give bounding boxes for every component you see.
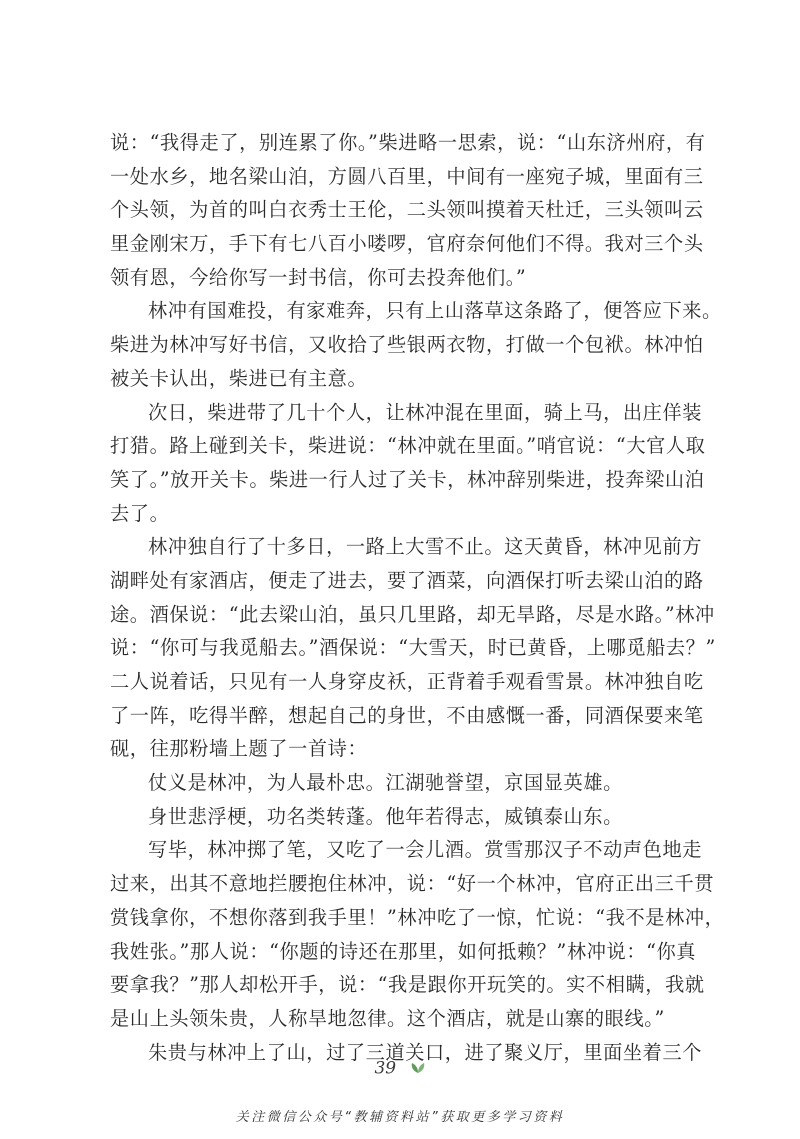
- page-number-text: 39: [374, 1058, 397, 1079]
- text-line: 打猎。路上碰到关卡，柴进说：“林冲就在里面。”哨官说：“大官人取: [110, 434, 706, 458]
- text-line: 次日，柴进带了几十个人，让林冲混在里面，骑上马，出庄佯装: [148, 400, 703, 424]
- page-number: [0, 1058, 800, 1079]
- text-line: 过来，出其不意地拦腰抱住林冲，说：“好一个林冲，官府正出三千贯: [110, 872, 715, 896]
- text-line: 了一阵，吃得半醉，想起自己的身世，不由感慨一番，同酒保要来笔: [110, 703, 704, 727]
- poem-line: 仗义是林冲，为人最朴忠。江湖驰誉望，京国显英雄。: [148, 771, 623, 795]
- text-line: 是山上头领朱贵，人称旱地忽律。这个酒店，就是山寨的眼线。”: [110, 1006, 665, 1030]
- text-line: 砚，往那粉墙上题了一首诗：: [110, 737, 368, 761]
- text-line: 林冲独自行了十多日，一路上大雪不止。这天黄昏，林冲见前方: [148, 535, 703, 559]
- text-line: 说：“你可与我觅船去。”酒保说：“大雪天，时已黄昏，上哪觅船去？”: [110, 636, 716, 660]
- poem-line: 身世悲浮梗，功名类转蓬。他年若得志，威镇泰山东。: [148, 804, 623, 828]
- leaf-icon: [410, 1059, 426, 1079]
- text-line: 赏钱拿你，不想你落到我手里！”林冲吃了一惊，忙说：“我不是林冲，: [110, 905, 725, 929]
- text-line: 领有恩，今给你写一封书信，你可去投奔他们。”: [110, 265, 527, 289]
- text-line: 我姓张。”那人说：“你题的诗还在那里，如何抵赖？”林冲说：“你真: [110, 939, 697, 963]
- text-line: 一处水乡，地名梁山泊，方圆八百里，中间有一座宛子城，里面有三: [110, 164, 704, 188]
- text-line: 柴进为林冲写好书信，又收拾了些银两衣物，打做一个包袱。林冲怕: [110, 333, 704, 357]
- text-line: 里金刚宋万，手下有七八百小喽啰，官府奈何他们不得。我对三个头: [110, 232, 704, 256]
- text-line: 被关卡认出，柴进已有主意。: [110, 366, 368, 390]
- text-line: 二人说着话，只见有一人身穿皮袄，正背着手观看雪景。林冲独自吃: [110, 670, 704, 693]
- text-line: 途。酒保说：“此去梁山泊，虽只几里路，却无旱路，尽是水路。”林冲: [110, 602, 715, 626]
- text-line: 要拿我？”那人却松开手，说：“我是跟你开玩笑的。实不相瞒，我就: [110, 973, 705, 997]
- text-line: 朱贵与林冲上了山，过了三道关口，进了聚义厅，里面坐着三个: [148, 1040, 703, 1064]
- text-line: 去了。: [110, 501, 170, 525]
- text-line: 笑了。”放开关卡。柴进一行人过了关卡，林冲辞别柴进，投奔梁山泊: [110, 467, 705, 491]
- text-line: 林冲有国难投，有家难奔，只有上山落草这条路了，便答应下来。: [148, 299, 722, 323]
- text-line: 说：“我得走了，别连累了你。”柴进略一思索，说：“山东济州府，有: [110, 131, 706, 154]
- text-line: 个头领，为首的叫白衣秀士王伦，二头领叫摸着天杜迁，三头领叫云: [110, 198, 704, 222]
- footer-note: 关注微信公众号“教辅资料站”获取更多学习资料: [235, 1110, 565, 1125]
- text-line: 湖畔处有家酒店，便走了进去，要了酒菜，向酒保打听去梁山泊的路: [110, 568, 704, 592]
- story-text: [110, 126, 725, 1069]
- text-line: 写毕，林冲掷了笔，又吃了一会儿酒。赏雪那汉子不动声色地走: [148, 838, 703, 862]
